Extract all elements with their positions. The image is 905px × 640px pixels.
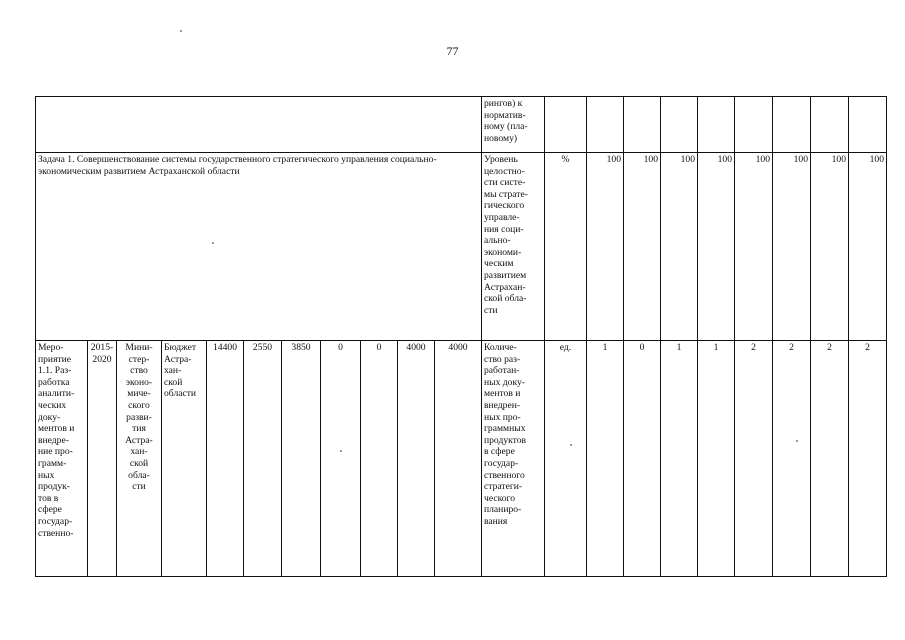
measure-name-cell: Меро- приятие 1.1. Раз- работка аналити- ческих доку- ментов и внедре- ние про- грамм- ных продук- тов в сфере государ- ственно- xyxy=(36,341,88,577)
value-cell: 2 xyxy=(773,341,811,577)
executor-cell: Мини- стер- ство эконо- миче- ского разви- тия Астра- хан- ской обла- сти xyxy=(117,341,162,577)
value-cell xyxy=(587,97,624,153)
scan-speck xyxy=(796,440,798,442)
period-cell: 2015- 2020 xyxy=(88,341,117,577)
unit-cell xyxy=(545,97,587,153)
value-cell: 2 xyxy=(735,341,773,577)
value-cell: 100 xyxy=(587,153,624,341)
unit-cell: ед. xyxy=(545,341,587,577)
value-cell: 100 xyxy=(735,153,773,341)
value-cell: 100 xyxy=(811,153,849,341)
value-cell xyxy=(773,97,811,153)
table-row-continuation xyxy=(36,97,887,153)
finance-cell: 0 xyxy=(321,341,361,577)
indicator-cell: Количе- ство раз- работан- ных доку- ментов и внедрен- ных про- граммных продуктов в сфере государ- ственного стратеги- ческого планиро- вания xyxy=(482,341,545,577)
source-cell: Бюджет Астра- хан- ской области xyxy=(162,341,207,577)
value-cell: 2 xyxy=(811,341,849,577)
value-cell: 100 xyxy=(624,153,661,341)
value-cell xyxy=(811,97,849,153)
table-row-task xyxy=(36,153,887,341)
scan-speck xyxy=(212,242,214,244)
program-table xyxy=(35,96,887,577)
indicator-cell: рингов) к норматив- ному (пла- новому) xyxy=(482,97,545,153)
finance-cell: 4000 xyxy=(398,341,435,577)
value-cell: 2 xyxy=(849,341,887,577)
scan-speck xyxy=(180,30,182,32)
value-cell xyxy=(624,97,661,153)
scan-speck xyxy=(570,444,572,446)
finance-cell: 3850 xyxy=(282,341,321,577)
merged-empty-cell xyxy=(36,97,482,153)
value-cell: 100 xyxy=(773,153,811,341)
scan-speck xyxy=(340,450,342,452)
finance-cell: 2550 xyxy=(244,341,282,577)
page-number: 77 xyxy=(446,44,459,58)
finance-cell: 0 xyxy=(361,341,398,577)
value-cell xyxy=(698,97,735,153)
value-cell xyxy=(849,97,887,153)
indicator-cell: Уровень целостно- сти систе- мы страте- гического управле- ния соци- ально- экономи- ческим развитием Астрахан- ской обла- сти xyxy=(482,153,545,341)
table-row-measure xyxy=(36,341,887,577)
value-cell xyxy=(661,97,698,153)
value-cell: 100 xyxy=(661,153,698,341)
unit-cell: % xyxy=(545,153,587,341)
value-cell: 100 xyxy=(698,153,735,341)
value-cell xyxy=(735,97,773,153)
task-text-cell: Задача 1. Совершенствование системы государственного стратегического управления социально-экономическим развитием Астраханской области xyxy=(36,153,482,341)
finance-cell: 4000 xyxy=(435,341,482,577)
finance-cell: 14400 xyxy=(207,341,244,577)
value-cell: 1 xyxy=(698,341,735,577)
value-cell: 0 xyxy=(624,341,661,577)
value-cell: 1 xyxy=(587,341,624,577)
value-cell: 100 xyxy=(849,153,887,341)
value-cell: 1 xyxy=(661,341,698,577)
